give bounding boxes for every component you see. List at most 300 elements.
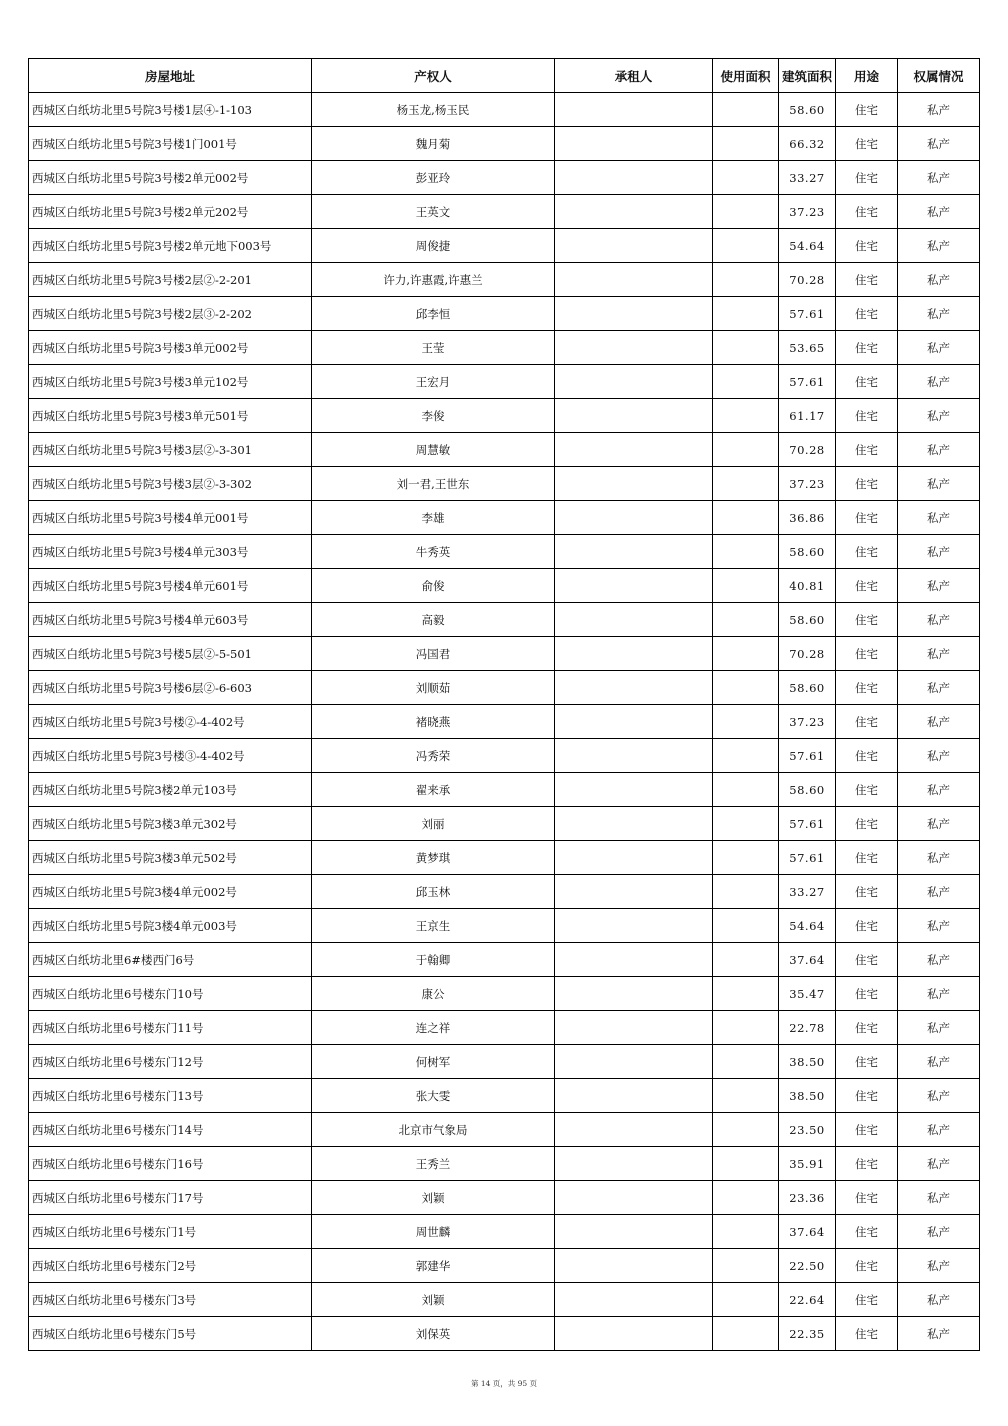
cell-building-area: 57.61 — [779, 739, 836, 773]
cell-ownership: 私产 — [898, 93, 980, 127]
cell-usage: 住宅 — [836, 195, 898, 229]
cell-ownership: 私产 — [898, 1317, 980, 1351]
cell-usage: 住宅 — [836, 977, 898, 1011]
cell-owner: 周世麟 — [312, 1215, 555, 1249]
cell-owner: 李雄 — [312, 501, 555, 535]
cell-building-area: 37.23 — [779, 195, 836, 229]
cell-building-area: 58.60 — [779, 603, 836, 637]
table-row — [29, 1147, 980, 1181]
table-row — [29, 1317, 980, 1351]
cell-building-area: 35.91 — [779, 1147, 836, 1181]
cell-owner: 北京市气象局 — [312, 1113, 555, 1147]
cell-building-area: 58.60 — [779, 93, 836, 127]
cell-usable-area — [713, 1113, 779, 1147]
table-row — [29, 297, 980, 331]
cell-building-area: 57.61 — [779, 807, 836, 841]
cell-owner: 冯国君 — [312, 637, 555, 671]
cell-usage: 住宅 — [836, 909, 898, 943]
cell-building-area: 58.60 — [779, 535, 836, 569]
cell-usable-area — [713, 1147, 779, 1181]
table-row — [29, 93, 980, 127]
cell-usage: 住宅 — [836, 603, 898, 637]
cell-building-area: 57.61 — [779, 365, 836, 399]
cell-usage: 住宅 — [836, 93, 898, 127]
table-row — [29, 977, 980, 1011]
table-row — [29, 705, 980, 739]
cell-building-area: 37.64 — [779, 1215, 836, 1249]
cell-usage: 住宅 — [836, 467, 898, 501]
cell-usable-area — [713, 671, 779, 705]
cell-address: 西城区白纸坊北里5号院3楼3单元302号 — [29, 807, 312, 841]
cell-ownership: 私产 — [898, 127, 980, 161]
cell-owner: 康公 — [312, 977, 555, 1011]
cell-ownership: 私产 — [898, 399, 980, 433]
cell-owner: 许力,许惠霞,许惠兰 — [312, 263, 555, 297]
cell-address: 西城区白纸坊北里5号院3号楼4单元303号 — [29, 535, 312, 569]
cell-owner: 王宏月 — [312, 365, 555, 399]
table-row — [29, 161, 980, 195]
cell-ownership: 私产 — [898, 603, 980, 637]
cell-address: 西城区白纸坊北里5号院3号楼4单元603号 — [29, 603, 312, 637]
cell-address: 西城区白纸坊北里6号楼东门11号 — [29, 1011, 312, 1045]
table-row — [29, 1113, 980, 1147]
cell-ownership: 私产 — [898, 943, 980, 977]
cell-ownership: 私产 — [898, 739, 980, 773]
cell-tenant — [555, 977, 713, 1011]
table-row — [29, 1215, 980, 1249]
cell-address: 西城区白纸坊北里6号楼东门2号 — [29, 1249, 312, 1283]
cell-building-area: 36.86 — [779, 501, 836, 535]
cell-tenant — [555, 93, 713, 127]
table-row — [29, 127, 980, 161]
cell-ownership: 私产 — [898, 1079, 980, 1113]
cell-usage: 住宅 — [836, 1181, 898, 1215]
cell-usage: 住宅 — [836, 1283, 898, 1317]
table-row — [29, 331, 980, 365]
cell-ownership: 私产 — [898, 807, 980, 841]
cell-usable-area — [713, 705, 779, 739]
cell-building-area: 23.36 — [779, 1181, 836, 1215]
table-row — [29, 569, 980, 603]
cell-usage: 住宅 — [836, 399, 898, 433]
cell-owner: 刘颖 — [312, 1181, 555, 1215]
cell-owner: 周俊捷 — [312, 229, 555, 263]
cell-tenant — [555, 1215, 713, 1249]
cell-usage: 住宅 — [836, 841, 898, 875]
table-row — [29, 875, 980, 909]
cell-address: 西城区白纸坊北里5号院3号楼2单元002号 — [29, 161, 312, 195]
cell-building-area: 23.50 — [779, 1113, 836, 1147]
cell-usage: 住宅 — [836, 229, 898, 263]
table-row — [29, 1045, 980, 1079]
table-row — [29, 195, 980, 229]
cell-tenant — [555, 773, 713, 807]
cell-owner: 周慧敏 — [312, 433, 555, 467]
cell-tenant — [555, 841, 713, 875]
cell-usable-area — [713, 1011, 779, 1045]
cell-tenant — [555, 331, 713, 365]
table-row — [29, 943, 980, 977]
cell-address: 西城区白纸坊北里5号院3楼2单元103号 — [29, 773, 312, 807]
cell-building-area: 22.35 — [779, 1317, 836, 1351]
table-row — [29, 1181, 980, 1215]
cell-tenant — [555, 637, 713, 671]
cell-building-area: 66.32 — [779, 127, 836, 161]
cell-usage: 住宅 — [836, 365, 898, 399]
cell-address: 西城区白纸坊北里5号院3号楼4单元601号 — [29, 569, 312, 603]
cell-ownership: 私产 — [898, 1113, 980, 1147]
cell-owner: 俞俊 — [312, 569, 555, 603]
page-footer: 第 14 页，共 95 页 — [470, 1379, 538, 1388]
cell-tenant — [555, 603, 713, 637]
cell-tenant — [555, 433, 713, 467]
cell-usable-area — [713, 1215, 779, 1249]
cell-tenant — [555, 1181, 713, 1215]
cell-usage: 住宅 — [836, 1317, 898, 1351]
cell-owner: 刘丽 — [312, 807, 555, 841]
cell-tenant — [555, 1147, 713, 1181]
cell-usable-area — [713, 739, 779, 773]
cell-tenant — [555, 807, 713, 841]
cell-owner: 冯秀荣 — [312, 739, 555, 773]
cell-usage: 住宅 — [836, 943, 898, 977]
table-row — [29, 263, 980, 297]
cell-address: 西城区白纸坊北里6#楼西门6号 — [29, 943, 312, 977]
cell-owner: 牛秀英 — [312, 535, 555, 569]
table-row — [29, 501, 980, 535]
cell-ownership: 私产 — [898, 501, 980, 535]
cell-address: 西城区白纸坊北里5号院3号楼2单元地下003号 — [29, 229, 312, 263]
cell-usage: 住宅 — [836, 569, 898, 603]
cell-building-area: 53.65 — [779, 331, 836, 365]
cell-owner: 王秀兰 — [312, 1147, 555, 1181]
cell-address: 西城区白纸坊北里5号院3号楼1层④-1-103 — [29, 93, 312, 127]
cell-owner: 王京生 — [312, 909, 555, 943]
cell-tenant — [555, 263, 713, 297]
cell-owner: 连之祥 — [312, 1011, 555, 1045]
cell-usage: 住宅 — [836, 297, 898, 331]
cell-ownership: 私产 — [898, 229, 980, 263]
cell-address: 西城区白纸坊北里6号楼东门5号 — [29, 1317, 312, 1351]
cell-tenant — [555, 671, 713, 705]
cell-usage: 住宅 — [836, 1147, 898, 1181]
cell-ownership: 私产 — [898, 1011, 980, 1045]
cell-owner: 刘一君,王世东 — [312, 467, 555, 501]
cell-usable-area — [713, 467, 779, 501]
cell-ownership: 私产 — [898, 1147, 980, 1181]
cell-owner: 刘保英 — [312, 1317, 555, 1351]
cell-usage: 住宅 — [836, 1113, 898, 1147]
table-row — [29, 1283, 980, 1317]
cell-address: 西城区白纸坊北里5号院3号楼3单元501号 — [29, 399, 312, 433]
cell-building-area: 22.50 — [779, 1249, 836, 1283]
cell-usable-area — [713, 773, 779, 807]
property-table — [28, 58, 980, 1351]
table-row — [29, 807, 980, 841]
cell-address: 西城区白纸坊北里5号院3号楼1门001号 — [29, 127, 312, 161]
cell-owner: 刘顺茹 — [312, 671, 555, 705]
cell-tenant — [555, 161, 713, 195]
cell-usable-area — [713, 807, 779, 841]
cell-owner: 张大雯 — [312, 1079, 555, 1113]
cell-tenant — [555, 1249, 713, 1283]
cell-usable-area — [713, 603, 779, 637]
table-row — [29, 671, 980, 705]
cell-owner: 于翰卿 — [312, 943, 555, 977]
cell-tenant — [555, 1113, 713, 1147]
header-building-area: 建筑面积 — [779, 59, 836, 93]
cell-building-area: 54.64 — [779, 909, 836, 943]
cell-usable-area — [713, 501, 779, 535]
cell-address: 西城区白纸坊北里5号院3号楼③-4-402号 — [29, 739, 312, 773]
cell-building-area: 70.28 — [779, 263, 836, 297]
cell-usable-area — [713, 1181, 779, 1215]
cell-tenant — [555, 535, 713, 569]
table-row — [29, 909, 980, 943]
cell-building-area: 38.50 — [779, 1045, 836, 1079]
header-address: 房屋地址 — [29, 59, 312, 93]
header-row — [29, 59, 980, 93]
table-row — [29, 841, 980, 875]
cell-building-area: 40.81 — [779, 569, 836, 603]
cell-owner: 何树军 — [312, 1045, 555, 1079]
cell-usable-area — [713, 263, 779, 297]
table-row — [29, 535, 980, 569]
cell-usable-area — [713, 841, 779, 875]
cell-usage: 住宅 — [836, 1011, 898, 1045]
cell-owner: 邱李恒 — [312, 297, 555, 331]
cell-building-area: 37.23 — [779, 467, 836, 501]
cell-tenant — [555, 195, 713, 229]
cell-usage: 住宅 — [836, 773, 898, 807]
cell-tenant — [555, 127, 713, 161]
cell-address: 西城区白纸坊北里5号院3号楼3层②-3-301 — [29, 433, 312, 467]
cell-address: 西城区白纸坊北里5号院3号楼6层②-6-603 — [29, 671, 312, 705]
cell-owner: 杨玉龙,杨玉民 — [312, 93, 555, 127]
cell-address: 西城区白纸坊北里5号院3号楼3单元102号 — [29, 365, 312, 399]
cell-usable-area — [713, 637, 779, 671]
cell-ownership: 私产 — [898, 841, 980, 875]
cell-address: 西城区白纸坊北里5号院3楼4单元003号 — [29, 909, 312, 943]
cell-owner: 翟来承 — [312, 773, 555, 807]
cell-ownership: 私产 — [898, 909, 980, 943]
cell-ownership: 私产 — [898, 433, 980, 467]
cell-usable-area — [713, 161, 779, 195]
cell-address: 西城区白纸坊北里5号院3楼4单元002号 — [29, 875, 312, 909]
cell-ownership: 私产 — [898, 535, 980, 569]
cell-address: 西城区白纸坊北里5号院3号楼2层②-2-201 — [29, 263, 312, 297]
cell-owner: 黄梦琪 — [312, 841, 555, 875]
cell-owner: 李俊 — [312, 399, 555, 433]
cell-tenant — [555, 1045, 713, 1079]
cell-usage: 住宅 — [836, 807, 898, 841]
cell-usable-area — [713, 331, 779, 365]
cell-owner: 彭亚玲 — [312, 161, 555, 195]
cell-building-area: 58.60 — [779, 773, 836, 807]
cell-owner: 邱玉林 — [312, 875, 555, 909]
cell-tenant — [555, 467, 713, 501]
cell-address: 西城区白纸坊北里6号楼东门17号 — [29, 1181, 312, 1215]
cell-tenant — [555, 365, 713, 399]
cell-usable-area — [713, 977, 779, 1011]
cell-building-area: 33.27 — [779, 875, 836, 909]
cell-address: 西城区白纸坊北里6号楼东门14号 — [29, 1113, 312, 1147]
cell-usable-area — [713, 1079, 779, 1113]
cell-tenant — [555, 875, 713, 909]
cell-usage: 住宅 — [836, 535, 898, 569]
table-row — [29, 1079, 980, 1113]
cell-building-area: 57.61 — [779, 297, 836, 331]
cell-building-area: 70.28 — [779, 433, 836, 467]
cell-owner: 褚晓燕 — [312, 705, 555, 739]
cell-ownership: 私产 — [898, 297, 980, 331]
header-ownership: 权属情况 — [898, 59, 980, 93]
cell-usable-area — [713, 1283, 779, 1317]
cell-address: 西城区白纸坊北里5号院3号楼5层②-5-501 — [29, 637, 312, 671]
cell-building-area: 22.78 — [779, 1011, 836, 1045]
cell-ownership: 私产 — [898, 875, 980, 909]
cell-building-area: 61.17 — [779, 399, 836, 433]
cell-address: 西城区白纸坊北里5号院3楼3单元502号 — [29, 841, 312, 875]
cell-usable-area — [713, 127, 779, 161]
cell-usage: 住宅 — [836, 1079, 898, 1113]
cell-address: 西城区白纸坊北里6号楼东门12号 — [29, 1045, 312, 1079]
cell-usage: 住宅 — [836, 739, 898, 773]
cell-usage: 住宅 — [836, 127, 898, 161]
cell-address: 西城区白纸坊北里6号楼东门3号 — [29, 1283, 312, 1317]
cell-ownership: 私产 — [898, 195, 980, 229]
cell-tenant — [555, 569, 713, 603]
cell-usable-area — [713, 875, 779, 909]
cell-tenant — [555, 399, 713, 433]
cell-building-area: 58.60 — [779, 671, 836, 705]
cell-building-area: 37.23 — [779, 705, 836, 739]
cell-ownership: 私产 — [898, 671, 980, 705]
cell-usable-area — [713, 365, 779, 399]
cell-owner: 王莹 — [312, 331, 555, 365]
cell-building-area: 57.61 — [779, 841, 836, 875]
cell-building-area: 54.64 — [779, 229, 836, 263]
cell-building-area: 38.50 — [779, 1079, 836, 1113]
cell-address: 西城区白纸坊北里6号楼东门10号 — [29, 977, 312, 1011]
cell-tenant — [555, 943, 713, 977]
cell-usage: 住宅 — [836, 433, 898, 467]
cell-address: 西城区白纸坊北里6号楼东门1号 — [29, 1215, 312, 1249]
cell-usable-area — [713, 569, 779, 603]
cell-ownership: 私产 — [898, 331, 980, 365]
cell-tenant — [555, 739, 713, 773]
cell-address: 西城区白纸坊北里5号院3号楼2层③-2-202 — [29, 297, 312, 331]
cell-ownership: 私产 — [898, 977, 980, 1011]
table-row — [29, 1011, 980, 1045]
cell-address: 西城区白纸坊北里6号楼东门13号 — [29, 1079, 312, 1113]
cell-usable-area — [713, 1045, 779, 1079]
cell-usable-area — [713, 195, 779, 229]
cell-ownership: 私产 — [898, 161, 980, 195]
cell-ownership: 私产 — [898, 263, 980, 297]
cell-address: 西城区白纸坊北里5号院3号楼4单元001号 — [29, 501, 312, 535]
table-row — [29, 603, 980, 637]
table-row — [29, 433, 980, 467]
cell-tenant — [555, 1317, 713, 1351]
cell-usage: 住宅 — [836, 1045, 898, 1079]
cell-usage: 住宅 — [836, 263, 898, 297]
cell-usable-area — [713, 1317, 779, 1351]
cell-address: 西城区白纸坊北里6号楼东门16号 — [29, 1147, 312, 1181]
table-row — [29, 365, 980, 399]
cell-owner: 高毅 — [312, 603, 555, 637]
cell-usable-area — [713, 433, 779, 467]
cell-owner: 魏月菊 — [312, 127, 555, 161]
cell-usage: 住宅 — [836, 1249, 898, 1283]
cell-building-area: 33.27 — [779, 161, 836, 195]
table-row — [29, 637, 980, 671]
cell-tenant — [555, 1011, 713, 1045]
table-row — [29, 229, 980, 263]
cell-usable-area — [713, 943, 779, 977]
cell-usage: 住宅 — [836, 671, 898, 705]
cell-ownership: 私产 — [898, 773, 980, 807]
header-usage: 用途 — [836, 59, 898, 93]
cell-ownership: 私产 — [898, 467, 980, 501]
cell-usage: 住宅 — [836, 331, 898, 365]
table-row — [29, 1249, 980, 1283]
cell-tenant — [555, 1079, 713, 1113]
cell-usable-area — [713, 93, 779, 127]
cell-usable-area — [713, 535, 779, 569]
cell-usage: 住宅 — [836, 1215, 898, 1249]
cell-usage: 住宅 — [836, 637, 898, 671]
cell-usable-area — [713, 229, 779, 263]
cell-address: 西城区白纸坊北里5号院3号楼②-4-402号 — [29, 705, 312, 739]
cell-building-area: 22.64 — [779, 1283, 836, 1317]
cell-ownership: 私产 — [898, 365, 980, 399]
cell-ownership: 私产 — [898, 1215, 980, 1249]
cell-ownership: 私产 — [898, 1181, 980, 1215]
cell-usage: 住宅 — [836, 705, 898, 739]
cell-ownership: 私产 — [898, 1249, 980, 1283]
cell-tenant — [555, 229, 713, 263]
header-tenant: 承租人 — [555, 59, 713, 93]
cell-usage: 住宅 — [836, 875, 898, 909]
cell-building-area: 35.47 — [779, 977, 836, 1011]
cell-address: 西城区白纸坊北里5号院3号楼2单元202号 — [29, 195, 312, 229]
cell-usable-area — [713, 909, 779, 943]
cell-ownership: 私产 — [898, 637, 980, 671]
cell-building-area: 37.64 — [779, 943, 836, 977]
cell-building-area: 70.28 — [779, 637, 836, 671]
cell-usable-area — [713, 297, 779, 331]
header-usable-area: 使用面积 — [713, 59, 779, 93]
cell-ownership: 私产 — [898, 705, 980, 739]
table-row — [29, 739, 980, 773]
cell-ownership: 私产 — [898, 1045, 980, 1079]
cell-address: 西城区白纸坊北里5号院3号楼3单元002号 — [29, 331, 312, 365]
cell-usage: 住宅 — [836, 501, 898, 535]
cell-usable-area — [713, 1249, 779, 1283]
table-body — [29, 93, 980, 1351]
table-row — [29, 399, 980, 433]
cell-usable-area — [713, 399, 779, 433]
cell-tenant — [555, 705, 713, 739]
cell-ownership: 私产 — [898, 1283, 980, 1317]
table-row — [29, 773, 980, 807]
cell-tenant — [555, 297, 713, 331]
cell-ownership: 私产 — [898, 569, 980, 603]
header-owner: 产权人 — [312, 59, 555, 93]
cell-owner: 王英文 — [312, 195, 555, 229]
cell-usage: 住宅 — [836, 161, 898, 195]
